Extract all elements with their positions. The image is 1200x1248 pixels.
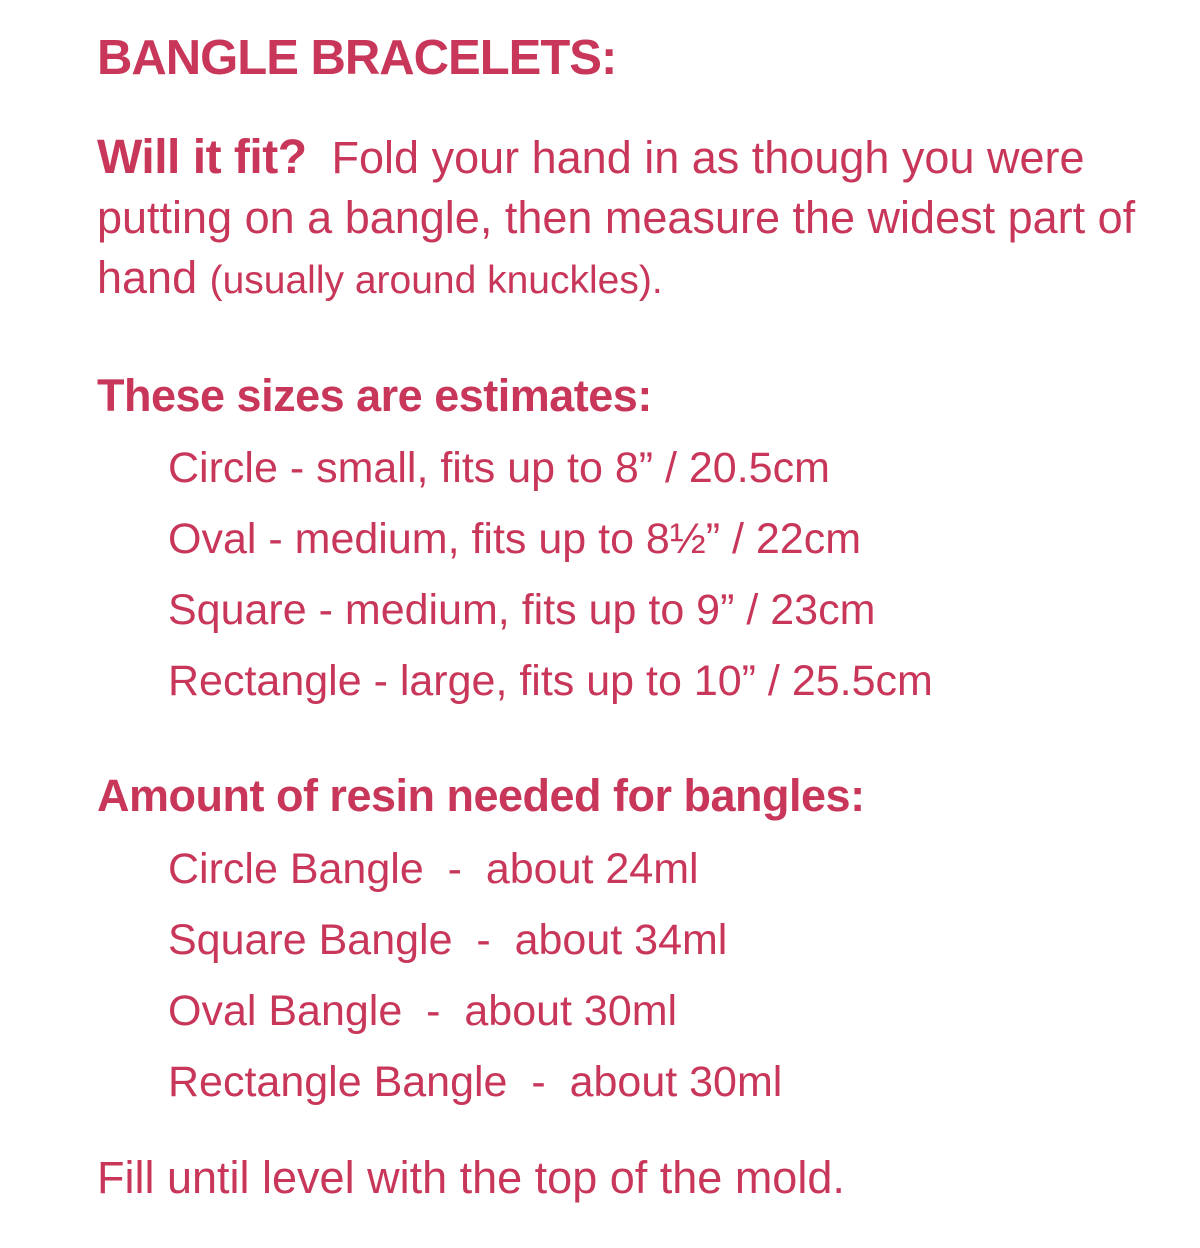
list-item-resin-circle: Circle Bangle - about 24ml [168,845,699,893]
list-item-resin-square: Square Bangle - about 34ml [168,916,728,964]
intro-note: (usually around knuckles). [209,259,663,302]
list-item-size-circle: Circle - small, fits up to 8” / 20.5cm [168,444,830,492]
resin-heading: Amount of resin needed for bangles: [97,770,865,821]
sizes-list [168,433,933,717]
list-item-resin-rectangle: Rectangle Bangle - about 30ml [168,1058,783,1106]
list-item-size-square: Square - medium, fits up to 9” / 23cm [168,586,876,634]
intro-lead: Will it fit? [97,131,307,184]
intro-paragraph [97,128,1177,311]
list-item-size-rectangle: Rectangle - large, fits up to 10” / 25.5cm [168,657,933,705]
resin-list [168,834,782,1118]
intro-body: Fold your hand in as though you were putting on a bangle, then measure the widest part of hand [97,132,1136,303]
sizes-heading: These sizes are estimates: [97,370,652,421]
list-item-size-oval: Oval - medium, fits up to 8½” / 22cm [168,515,862,563]
document-title: BANGLE BRACELETS: [97,31,617,85]
list-item-resin-oval: Oval Bangle - about 30ml [168,987,678,1035]
fill-instruction: Fill until level with the top of the mold. [97,1152,845,1203]
